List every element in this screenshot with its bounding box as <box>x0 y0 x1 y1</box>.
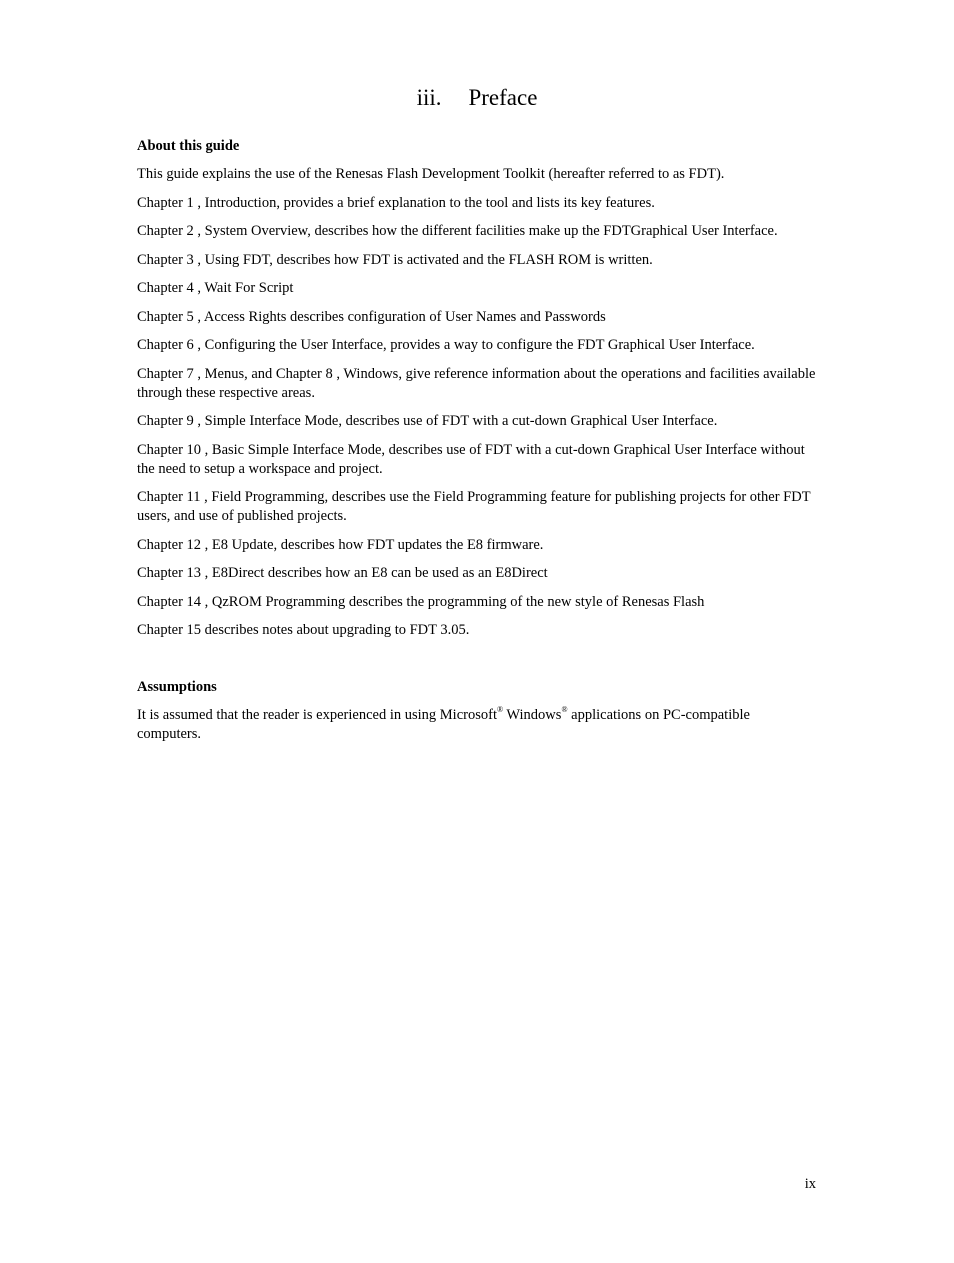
page-title <box>0 84 954 112</box>
chapter-11-desc: Chapter 11 , Field Programming, describes use the Field Programming feature for publishing projects for other FDT users, and use of published projects. <box>137 489 811 524</box>
chapter-15-desc: Chapter 15 describes notes about upgrading to FDT 3.05. <box>137 622 470 638</box>
chapter-5-desc: Chapter 5 , Access Rights describes configuration of User Names and Passwords <box>137 308 606 325</box>
section-spacer <box>137 650 817 678</box>
about-heading: About this guide <box>137 138 240 154</box>
chapter-9-desc: Chapter 9 , Simple Interface Mode, describes use of FDT with a cut-down Graphical User Interface. <box>137 413 718 429</box>
assumptions-text-part-1: It is assumed that the reader is experienced in using Microsoft <box>137 706 497 723</box>
page-number: ix <box>804 1176 816 1192</box>
chapter-14-desc: Chapter 14 , QzROM Programming describes the programming of the new style of Renesas Flash <box>137 593 705 610</box>
registered-mark: ® <box>496 704 504 714</box>
chapter-2-desc: Chapter 2 , System Overview, describes how the different facilities make up the FDTGraphical User Interface. <box>137 223 778 239</box>
assumptions-text-part-3: applications on PC-compatible computers. <box>137 706 750 742</box>
chapter-12-desc: Chapter 12 , E8 Update, describes how FDT updates the E8 firmware. <box>137 536 544 553</box>
chapter-10-desc: Chapter 10 , Basic Simple Interface Mode, describes use of FDT with a cut-down Graphical User Interface without the need to setup a workspace and project. <box>137 441 805 477</box>
assumptions-heading: Assumptions <box>137 678 217 695</box>
page-content <box>137 137 817 753</box>
registered-mark: ® <box>561 704 568 714</box>
chapter-13-desc: Chapter 13 , E8Direct describes how an E8 can be used as an E8Direct <box>137 565 548 581</box>
chapter-3-desc: Chapter 3 , Using FDT, describes how FDT is activated and the FLASH ROM is written. <box>137 251 653 268</box>
about-intro: This guide explains the use of the Renesas Flash Development Toolkit (hereafter referred to as FDT). <box>137 166 725 182</box>
section-number: iii. <box>416 85 442 110</box>
chapter-6-desc: Chapter 6 , Configuring the User Interface, provides a way to configure the FDT Graphical User Interface. <box>137 337 755 353</box>
chapter-7-8-desc: Chapter 7 , Menus, and Chapter 8 , Windows, give reference information about the operations and facilities available through these respective areas. <box>137 365 816 401</box>
assumptions-text <box>137 706 817 744</box>
section-title: Preface <box>468 85 538 110</box>
chapter-1-desc: Chapter 1 , Introduction, provides a brief explanation to the tool and lists its key features. <box>137 194 655 211</box>
assumptions-text-part-2: Windows <box>503 706 562 723</box>
chapter-4-desc: Chapter 4 , Wait For Script <box>137 280 294 296</box>
